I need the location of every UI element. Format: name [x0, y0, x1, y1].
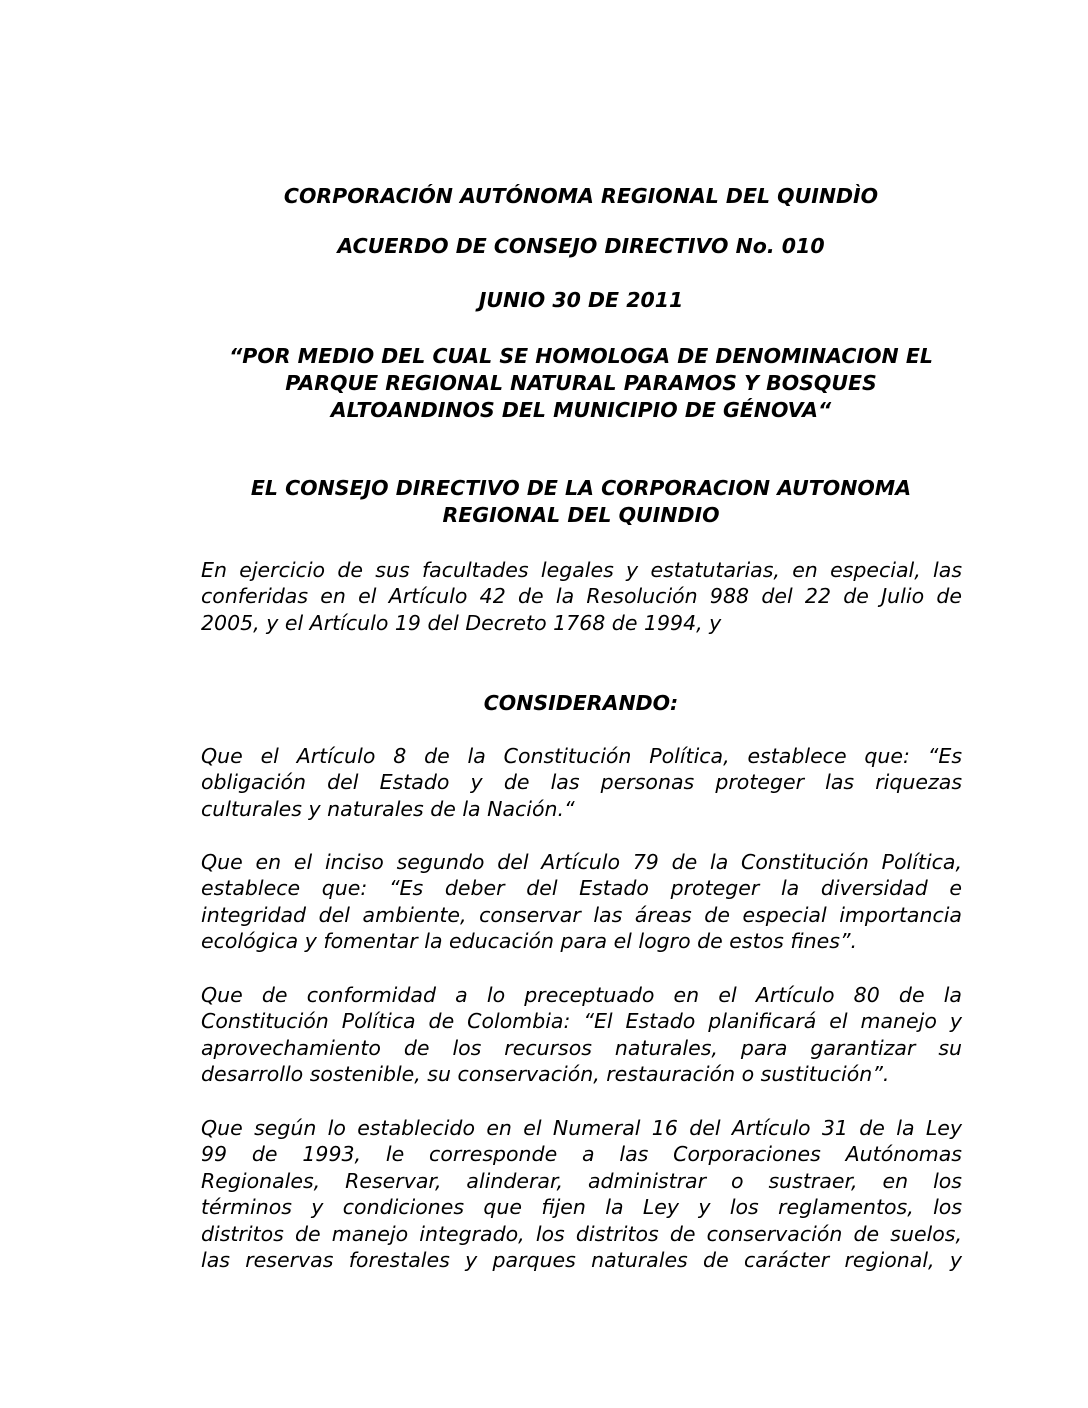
council-line: EL CONSEJO DIRECTIVO DE LA CORPORACION AUTONOMA [250, 476, 912, 500]
paragraph-line: conferidas en el Artículo 42 de la Resolución 988 del 22 de Julio de [201, 584, 962, 609]
corporation-heading: CORPORACIÓN AUTÓNOMA REGIONAL DEL QUINDÌO [283, 184, 879, 208]
paragraph-2 [201, 849, 962, 955]
title-line: PARQUE REGIONAL NATURAL PARAMOS Y BOSQUES [285, 371, 877, 395]
paragraph-line: 2005, y el Artículo 19 del Decreto 1768 de 1994, y [201, 610, 722, 635]
paragraph-line: Que en el inciso segundo del Artículo 79 de la Constitución Política, [201, 850, 962, 874]
paragraph-line: términos y condiciones que fijen la Ley y los reglamentos, los [201, 1195, 962, 1220]
paragraph-line: obligación del Estado y de las personas proteger las riquezas [201, 770, 962, 795]
paragraph-line: 99 de 1993, le corresponde a las Corporaciones Autónomas [201, 1142, 962, 1167]
council-line: REGIONAL DEL QUINDIO [442, 503, 720, 527]
paragraph-line: Que de conformidad a lo preceptuado en el Artículo 80 de la [201, 983, 962, 1007]
paragraph-line: integridad del ambiente, conservar las áreas de especial importancia [201, 902, 962, 927]
paragraph-1 [201, 743, 962, 822]
title-line: “POR MEDIO DEL CUAL SE HOMOLOGA DE DENOMINACION EL [229, 344, 933, 368]
title-line: ALTOANDINOS DEL MUNICIPIO DE GÉNOVA“ [330, 398, 832, 422]
paragraph-line: Que según lo establecido en el Numeral 16 del Artículo 31 de la Ley [201, 1116, 962, 1140]
considerando-heading: CONSIDERANDO: [483, 691, 679, 715]
paragraph-line: aprovechamiento de los recursos naturales, para garantizar su [201, 1035, 962, 1060]
paragraph-line: culturales y naturales de la Nación.“ [201, 796, 575, 821]
paragraph-line: ecológica y fomentar la educación para el logro de estos fines”. [201, 929, 858, 954]
paragraph-line: las reservas forestales y parques naturales de carácter regional, y [201, 1248, 962, 1273]
paragraph-line: Que el Artículo 8 de la Constitución Política, establece que: “Es [201, 744, 962, 768]
intro-paragraph [201, 557, 962, 636]
date-heading: JUNIO 30 DE 2011 [478, 288, 684, 312]
paragraph-line: En ejercicio de sus facultades legales y estatutarias, en especial, las [201, 558, 962, 582]
paragraph-line: Constitución Política de Colombia: “El Estado planificará el manejo y [201, 1009, 962, 1034]
paragraph-line: distritos de manejo integrado, los distritos de conservación de suelos, [201, 1221, 962, 1246]
agreement-heading: ACUERDO DE CONSEJO DIRECTIVO No. 010 [337, 234, 825, 258]
paragraph-line: Regionales, Reservar, alinderar, administrar o sustraer, en los [201, 1168, 962, 1193]
paragraph-3 [201, 982, 962, 1088]
paragraph-line: desarrollo sostenible, su conservación, restauración o sustitución”. [201, 1062, 890, 1087]
paragraph-4 [201, 1115, 962, 1273]
paragraph-line: establece que: “Es deber del Estado proteger la diversidad e [201, 876, 962, 901]
